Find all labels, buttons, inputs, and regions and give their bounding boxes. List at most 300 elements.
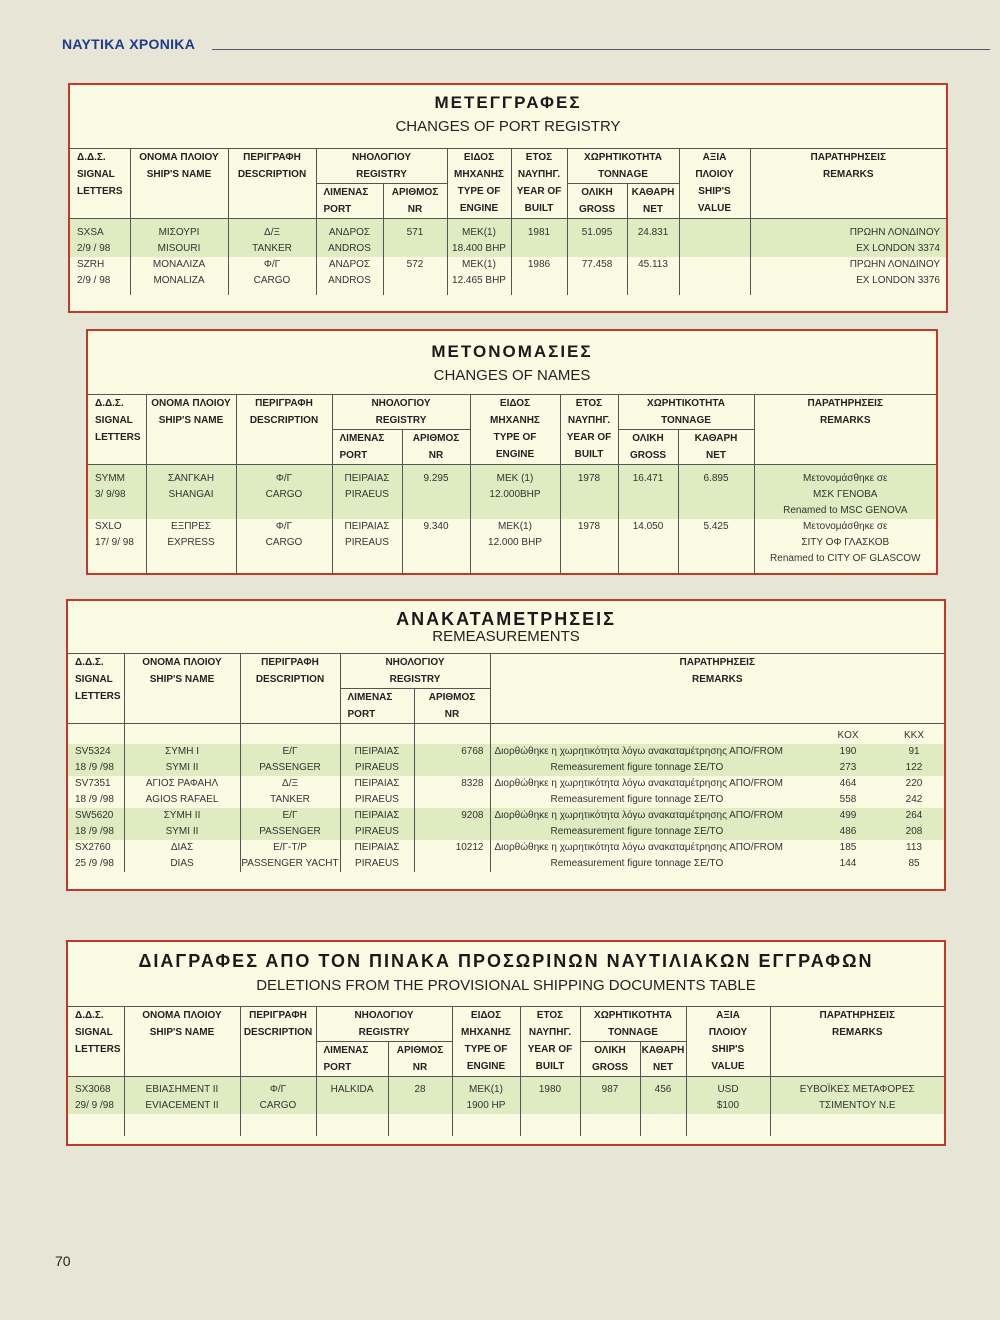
col-tonnage xyxy=(567,149,679,184)
table-cell: 51.095 xyxy=(567,219,627,258)
table-cell: 456 xyxy=(640,1077,686,1115)
cell-text-line: SV5324 xyxy=(75,746,111,757)
col-signal xyxy=(68,1007,124,1077)
cell-text-line: ΠΑΡΑΤΗΡΗΣΕΙΣ xyxy=(810,152,886,163)
table-cell xyxy=(490,840,812,872)
cell-text-line: ΠΕΙΡΑΙΑΣ xyxy=(354,778,400,789)
cell-text-line: 18 /9 /98 xyxy=(75,826,114,837)
cell-text-line: 486 xyxy=(839,826,857,837)
section-deletions xyxy=(66,940,946,1146)
names-table xyxy=(88,394,936,573)
table-cell xyxy=(130,219,228,258)
table-row xyxy=(88,465,936,520)
cell-text-line: 12.000BHP xyxy=(489,489,541,500)
col-gross xyxy=(580,1042,640,1077)
table-cell xyxy=(340,808,414,840)
table-cell xyxy=(88,519,146,573)
table-cell xyxy=(332,465,402,520)
table-cell xyxy=(640,1114,686,1136)
cell-text-line: ΣΑΝΓΚΑΗ xyxy=(167,473,215,484)
table-cell: 1980 xyxy=(520,1077,580,1115)
col-year xyxy=(560,395,618,465)
cell-text-line: Δ.Δ.Σ. xyxy=(75,657,104,668)
cell-text-line: ANDROS xyxy=(328,243,371,254)
col-port xyxy=(332,430,402,465)
table-cell xyxy=(68,840,124,872)
table-cell xyxy=(470,519,560,573)
cell-text-line: ΟΝΟΜΑ ΠΛΟΙΟΥ xyxy=(139,152,219,163)
cell-text-line: ΟΝΟΜΑ ΠΛΟΙΟΥ xyxy=(142,1010,222,1021)
cell-text-line: 185 xyxy=(839,842,857,853)
cell-text-line: ΠΕΙΡΑΙΑΣ xyxy=(354,842,400,853)
cell-text-line: ΜΙΣΟΥΡΙ xyxy=(158,227,200,238)
table-cell xyxy=(124,776,240,808)
cell-text-line: BUILT xyxy=(535,1061,565,1072)
cell-text-line: 91 xyxy=(908,746,920,757)
cell-text-line: ΝΗΟΛΟΓΙΟΥ xyxy=(371,398,431,409)
cell-text-line: ΠΕΙΡΑΙΑΣ xyxy=(354,810,400,821)
cell-text-line: REGISTRY xyxy=(356,169,407,180)
cell-text-line: 17/ 9/ 98 xyxy=(95,537,134,548)
col-year xyxy=(520,1007,580,1077)
cell-text-line: PORT xyxy=(347,709,376,720)
cell-text-line: 464 xyxy=(839,778,857,789)
table-cell: 1981 xyxy=(511,219,567,258)
col-value xyxy=(679,149,750,219)
cell-text-line: ENGINE xyxy=(459,203,499,214)
cell-text-line: Renamed to CITY OF GLASCOW xyxy=(770,553,921,564)
table-cell: 16.471 xyxy=(618,465,678,520)
table-cell xyxy=(70,257,130,295)
col-tonnage xyxy=(618,395,754,430)
cell-text-line: ΠΛΟΙΟΥ xyxy=(708,1027,748,1038)
table-cell xyxy=(452,1114,520,1136)
cell-text-line: GROSS xyxy=(629,450,667,461)
cell-text-line: ΚΑΘΑΡΗ xyxy=(631,187,675,198)
cell-text-line: ΠΕΙΡΑΙΑΣ xyxy=(354,746,400,757)
table-cell xyxy=(124,808,240,840)
cell-text-line: ΚΑΘΑΡΗ xyxy=(694,433,738,444)
cell-text-line: PORT xyxy=(339,450,368,461)
cell-text-line: 242 xyxy=(905,794,923,805)
cell-text-line: PIRAEUS xyxy=(355,794,399,805)
table-cell xyxy=(884,776,944,808)
col-port xyxy=(316,1042,388,1077)
col-engine xyxy=(447,149,511,219)
cell-text-line: SIGNAL xyxy=(75,1027,113,1038)
cell-text-line: DESCRIPTION xyxy=(243,1027,313,1038)
cell-text-line: SZRH xyxy=(77,259,105,270)
cell-text-line: ΜΗΧΑΝΗΣ xyxy=(490,415,540,426)
cell-text-line: MISOURI xyxy=(157,243,201,254)
cell-text-line: EX LONDON 3374 xyxy=(856,243,940,254)
col-value xyxy=(686,1007,770,1077)
cell-text-line: REGISTRY xyxy=(375,415,427,426)
cell-text-line: PORT xyxy=(323,1062,352,1073)
cell-text-line: SX3068 xyxy=(75,1084,111,1095)
col-registry xyxy=(316,149,447,184)
cell-text-line: Renamed to MSC GENOVA xyxy=(783,505,908,516)
cell-text-line: NR xyxy=(412,1062,428,1073)
table-cell: 9.295 xyxy=(402,465,470,520)
cell-text-line: 499 xyxy=(839,810,857,821)
cell-text-line: 18 /9 /98 xyxy=(75,762,114,773)
cell-text-line: ΟΛΙΚΗ xyxy=(594,1045,626,1056)
table-cell: 10212 xyxy=(414,840,490,872)
table-cell xyxy=(447,219,511,258)
cell-text-line: Διορθώθηκε η χωρητικότητα λόγω ανακαταμέτρησης ΑΠΟ/FROM xyxy=(494,842,784,853)
cell-text-line: VALUE xyxy=(697,203,732,214)
cell-text-line: 2/9 / 98 xyxy=(77,243,111,254)
table-cell: 77.458 xyxy=(567,257,627,295)
cell-text-line: LETTERS xyxy=(75,1044,121,1055)
cell-text-line: Δ/Ξ xyxy=(264,227,280,238)
cell-text-line: ΠΕΡΙΓΡΑΦΗ xyxy=(255,398,313,409)
cell-text-line: SYMI II xyxy=(165,826,199,837)
table-cell xyxy=(124,1077,240,1115)
cell-text-line: ΕΙΔΟΣ xyxy=(499,398,531,409)
col-desc xyxy=(228,149,316,219)
table-cell: 6.895 xyxy=(678,465,754,520)
cell-text-line: ΝΗΟΛΟΓΙΟΥ xyxy=(385,657,445,668)
section-remeasurements xyxy=(66,599,946,891)
cell-text-line: ΛΙΜΕΝΑΣ xyxy=(323,187,369,198)
cell-text-line: SHANGAI xyxy=(168,489,214,500)
kkx-label: KKX xyxy=(903,730,924,741)
cell-text-line: 18.400 BHP xyxy=(452,243,506,254)
cell-text-line: ΠΕΙΡΑΙΑΣ xyxy=(344,473,390,484)
cell-text-line: TONNAGE xyxy=(661,415,711,426)
cell-text-line: TANKER xyxy=(252,243,292,254)
table-cell xyxy=(146,465,236,520)
cell-text-line: ΟΛΙΚΗ xyxy=(632,433,664,444)
cell-text-line: ΝΑΥΠΗΓ. xyxy=(567,415,611,426)
section-subtitle: DELETIONS FROM THE PROVISIONAL SHIPPING DOCUMENTS TABLE xyxy=(256,977,756,994)
cell-text-line: SHIP'S NAME xyxy=(149,1027,215,1038)
cell-text-line: ENGINE xyxy=(495,449,535,460)
col-signal xyxy=(68,654,124,724)
section-title: ΜΕΤΟΝΟΜΑΣΙΕΣ xyxy=(431,342,593,361)
cell-text-line: Remeasurement figure tonnage ΣΕ/TO xyxy=(550,762,724,773)
table-cell: 28 xyxy=(388,1077,452,1115)
cell-text-line: ΠΕΡΙΓΡΑΦΗ xyxy=(261,657,319,668)
cell-text-line: ΟΝΟΜΑ ΠΛΟΙΟΥ xyxy=(151,398,231,409)
cell-text-line: REMARKS xyxy=(691,674,743,685)
cell-text-line: 220 xyxy=(905,778,923,789)
table-cell xyxy=(414,724,490,745)
table-cell xyxy=(340,840,414,872)
cell-text-line: REGISTRY xyxy=(389,674,441,685)
table-cell xyxy=(240,1077,316,1115)
cell-text-line: ΛΙΜΕΝΑΣ xyxy=(347,692,393,703)
cell-text-line: EX LONDON 3376 xyxy=(856,275,940,286)
col-registry xyxy=(316,1007,452,1042)
cell-text-line: NET xyxy=(706,450,726,461)
cell-text-line: ΑΡΙΘΜΟΣ xyxy=(391,187,439,198)
table-cell xyxy=(340,724,414,745)
table-cell xyxy=(316,219,383,258)
cell-text-line: REMARKS xyxy=(831,1027,883,1038)
table-cell xyxy=(316,1114,388,1136)
cell-text-line: ΔΙΑΣ xyxy=(170,842,194,853)
section-port-registry xyxy=(68,83,948,313)
table-cell xyxy=(750,257,946,295)
cell-text-line: ΕΤΟΣ xyxy=(536,1010,564,1021)
col-net xyxy=(640,1042,686,1077)
cell-text-line: SHIP'S NAME xyxy=(146,169,212,180)
table-cell xyxy=(679,219,750,258)
table-cell xyxy=(452,1077,520,1115)
cell-text-line: 29/ 9 /98 xyxy=(75,1100,114,1111)
table-cell xyxy=(750,219,946,258)
cell-text-line: ΧΩΡΗΤΙΚΟΤΗΤΑ xyxy=(594,1010,672,1021)
section-subtitle: CHANGES OF NAMES xyxy=(433,367,591,384)
table-cell: 9.340 xyxy=(402,519,470,573)
cell-text-line: NR xyxy=(428,450,444,461)
cell-text-line: SIGNAL xyxy=(75,674,113,685)
cell-text-line: SHIP'S NAME xyxy=(158,415,224,426)
cell-text-line: Μετονομάσθηκε σε xyxy=(803,473,888,484)
cell-text-line: CARGO xyxy=(265,537,303,548)
table-row xyxy=(68,808,944,840)
table-cell xyxy=(884,840,944,872)
cell-text-line: CARGO xyxy=(253,275,291,286)
table-cell xyxy=(812,776,884,808)
cell-text-line: GROSS xyxy=(578,204,616,215)
table-cell xyxy=(240,808,340,840)
table-cell xyxy=(88,465,146,520)
cell-text-line: Remeasurement figure tonnage ΣΕ/TO xyxy=(550,826,724,837)
cell-text-line: ΠΛΟΙΟΥ xyxy=(695,169,734,180)
table-cell xyxy=(812,744,884,776)
col-signal xyxy=(70,149,130,219)
table-cell xyxy=(447,257,511,295)
cell-text-line: YEAR OF xyxy=(527,1044,573,1055)
cell-text-line: ΑΡΙΘΜΟΣ xyxy=(396,1045,444,1056)
cell-text-line: Remeasurement figure tonnage ΣΕ/TO xyxy=(550,794,724,805)
cell-text-line: VALUE xyxy=(711,1061,745,1072)
table-cell: 1978 xyxy=(560,519,618,573)
table-cell xyxy=(754,519,936,573)
cell-text-line: DESCRIPTION xyxy=(237,169,307,180)
cell-text-line: Ε/Γ xyxy=(282,810,298,821)
cell-text-line: BUILT xyxy=(524,203,554,214)
cell-text-line: ΠΑΡΑΤΗΡΗΣΕΙΣ xyxy=(679,657,755,668)
cell-text-line: SX2760 xyxy=(75,842,111,853)
cell-text-line: 273 xyxy=(839,762,857,773)
col-engine xyxy=(452,1007,520,1077)
cell-text-line: ANDROS xyxy=(328,275,371,286)
cell-text-line: ΟΝΟΜΑ ΠΛΟΙΟΥ xyxy=(142,657,222,668)
cell-text-line: ΜΕΚ(1) xyxy=(462,259,496,270)
table-cell xyxy=(884,808,944,840)
col-nr xyxy=(414,689,490,724)
cell-text-line: DIAS xyxy=(170,858,194,869)
col-net xyxy=(678,430,754,465)
cell-text-line: ΝΗΟΛΟΓΙΟΥ xyxy=(351,152,412,163)
cell-text-line: ΠΑΡΑΤΗΡΗΣΕΙΣ xyxy=(807,398,883,409)
table-cell: 571 xyxy=(383,219,447,258)
table-row xyxy=(88,519,936,573)
cell-text-line: Δ/Ξ xyxy=(282,778,298,789)
cell-text-line: ΕΞΠΡΕΣ xyxy=(171,521,211,532)
cell-text-line: ΕΤΟΣ xyxy=(575,398,603,409)
cell-text-line: ΣΙΤΥ ΟΦ ΓΛΑΣΚΟΒ xyxy=(801,537,890,548)
cell-text-line: ΣΥΜΗ ΙΙ xyxy=(163,810,201,821)
col-gross xyxy=(567,184,627,219)
table-cell xyxy=(316,257,383,295)
cell-text-line: ΠΑΡΑΤΗΡΗΣΕΙΣ xyxy=(819,1010,895,1021)
cell-text-line: ΑΡΙΘΜΟΣ xyxy=(412,433,460,444)
cell-text-line: SV7351 xyxy=(75,778,111,789)
table-row xyxy=(68,840,944,872)
cell-text-line: NR xyxy=(407,204,423,215)
cell-text-line: REMARKS xyxy=(819,415,871,426)
col-port xyxy=(316,184,383,219)
cell-text-line: 18 /9 /98 xyxy=(75,794,114,805)
cell-text-line: 144 xyxy=(839,858,857,869)
cell-text-line: Ε/Γ xyxy=(282,746,298,757)
cell-text-line: Ε/Γ-Τ/Ρ xyxy=(273,842,307,853)
cell-text-line: ΝΑΥΠΗΓ. xyxy=(528,1027,572,1038)
table-cell xyxy=(68,744,124,776)
cell-text-line: TONNAGE xyxy=(608,1027,658,1038)
table-row xyxy=(68,744,944,776)
cell-text-line: SIGNAL xyxy=(95,415,133,426)
cell-text-line: ΕΙΔΟΣ xyxy=(470,1010,502,1021)
cell-text-line: ΕΙΔΟΣ xyxy=(463,152,495,163)
table-cell: HALKIDA xyxy=(316,1077,388,1115)
table-cell xyxy=(236,465,332,520)
cell-text-line: PIRAEUS xyxy=(355,762,399,773)
table-cell: 45.113 xyxy=(627,257,679,295)
cell-text-line: ΑΝΔΡΟΣ xyxy=(328,259,371,270)
cell-text-line: EVIACEMENT II xyxy=(145,1100,219,1111)
table-cell xyxy=(332,519,402,573)
table-cell xyxy=(490,776,812,808)
table-cell: 14.050 xyxy=(618,519,678,573)
cell-text-line: NR xyxy=(444,709,460,720)
table-cell: 1986 xyxy=(511,257,567,295)
col-name xyxy=(124,1007,240,1077)
section-title: ΑΝΑΚΑΤΑΜΕΤΡΗΣΕΙΣ xyxy=(396,609,616,629)
cell-text-line: ΠΕΡΙΓΡΑΦΗ xyxy=(249,1010,307,1021)
table-row xyxy=(68,1077,944,1115)
cell-text-line: CARGO xyxy=(259,1100,297,1111)
col-name xyxy=(124,654,240,724)
cell-text-line: ΟΛΙΚΗ xyxy=(581,187,613,198)
cell-text-line: ΜΗΧΑΝΗΣ xyxy=(454,169,504,180)
col-registry xyxy=(332,395,470,430)
cell-text-line: 12.465 BHP xyxy=(452,275,506,286)
cell-text-line: ΜΟΝΑΛΙΖΑ xyxy=(152,259,206,270)
cell-text-line: ΠΡΩΗΝ ΛΟΝΔΙΝΟΥ xyxy=(849,227,940,238)
col-name xyxy=(130,149,228,219)
cell-text-line: ΛΙΜΕΝΑΣ xyxy=(323,1045,369,1056)
cell-text-line: PIRAEUS xyxy=(345,489,389,500)
cell-text-line: Διορθώθηκε η χωρητικότητα λόγω ανακαταμέτρησης ΑΠΟ/FROM xyxy=(494,810,784,821)
spacer-row xyxy=(68,1114,944,1136)
table-cell xyxy=(240,1114,316,1136)
cell-text-line: PASSENGER xyxy=(259,826,321,837)
col-port xyxy=(340,689,414,724)
cell-text-line: ΑΞΙΑ xyxy=(702,152,727,163)
cell-text-line: SXSA xyxy=(77,227,104,238)
table-cell xyxy=(340,744,414,776)
col-remarks xyxy=(750,149,946,219)
table-cell xyxy=(490,724,812,745)
cell-text-line: ΧΩΡΗΤΙΚΟΤΗΤΑ xyxy=(647,398,725,409)
table-cell xyxy=(124,840,240,872)
cell-text-line: Φ/Γ xyxy=(269,1084,287,1095)
table-cell xyxy=(68,1077,124,1115)
port-registry-table xyxy=(70,148,946,295)
cell-text-line: 558 xyxy=(839,794,857,805)
col-remarks xyxy=(770,1007,944,1077)
col-gross xyxy=(618,430,678,465)
cell-text-line: YEAR OF xyxy=(566,432,612,443)
cell-text-line: SW5620 xyxy=(75,810,114,821)
table-cell xyxy=(68,724,124,745)
cell-text-line: TYPE OF xyxy=(457,186,501,197)
table-cell xyxy=(240,776,340,808)
cell-text-line: Μετονομάσθηκε σε xyxy=(803,521,888,532)
col-desc xyxy=(240,1007,316,1077)
table-cell xyxy=(340,776,414,808)
cell-text-line: PIREAUS xyxy=(345,537,389,548)
cell-text-line: PIRAEUS xyxy=(355,858,399,869)
table-cell xyxy=(770,1114,944,1136)
cell-text-line: ΤΣΙΜΕΝΤΟΥ Ν.Ε xyxy=(818,1100,896,1111)
table-cell: 1978 xyxy=(560,465,618,520)
remeasurements-table xyxy=(68,653,944,872)
section-subtitle: CHANGES OF PORT REGISTRY xyxy=(395,118,621,135)
cell-text-line: TYPE OF xyxy=(464,1044,508,1055)
table-row xyxy=(70,219,946,258)
cell-text-line: Φ/Γ xyxy=(275,473,293,484)
cell-text-line: 264 xyxy=(905,810,923,821)
cell-text-line: ΠΕΙΡΑΙΑΣ xyxy=(344,521,390,532)
col-net xyxy=(627,184,679,219)
cell-text-line: ΑΡΙΘΜΟΣ xyxy=(428,692,476,703)
table-cell xyxy=(228,219,316,258)
section-title: ΔΙΑΓΡΑΦΕΣ ΑΠΟ ΤΟΝ ΠΙΝΑΚΑ ΠΡΟΣΩΡΙΝΩΝ ΝΑΥΤΙΛΙΑΚΩΝ ΕΓΓΡΑΦΩΝ xyxy=(138,951,874,971)
cell-text-line: ENGINE xyxy=(466,1061,506,1072)
cell-text-line: Remeasurement figure tonnage ΣΕ/TO xyxy=(550,858,724,869)
cell-text-line: DESCRIPTION xyxy=(255,674,325,685)
col-remarks xyxy=(754,395,936,465)
cell-text-line: NET xyxy=(653,1062,673,1073)
cell-text-line: 85 xyxy=(908,858,920,869)
cell-text-line: ΜΣΚ ΓΕΝΟΒΑ xyxy=(813,489,878,500)
cell-text-line: TANKER xyxy=(270,794,310,805)
cell-text-line: SHIP'S xyxy=(698,186,731,197)
cell-text-line: ΧΩΡΗΤΙΚΟΤΗΤΑ xyxy=(584,152,662,163)
cell-text-line: Φ/Γ xyxy=(275,521,293,532)
table-cell xyxy=(490,808,812,840)
table-cell xyxy=(686,1077,770,1115)
table-row xyxy=(70,257,946,295)
col-name xyxy=(146,395,236,465)
cell-text-line: ΝΗΟΛΟΓΙΟΥ xyxy=(354,1010,414,1021)
cell-text-line: CARGO xyxy=(265,489,303,500)
cell-text-line: Δ.Δ.Σ. xyxy=(77,152,106,163)
cell-text-line: ΑΝΔΡΟΣ xyxy=(328,227,371,238)
cell-text-line: Διορθώθηκε η χωρητικότητα λόγω ανακαταμέτρησης ΑΠΟ/FROM xyxy=(494,746,784,757)
header-rule xyxy=(212,49,990,50)
cell-text-line: PIRAEUS xyxy=(355,826,399,837)
cell-text-line: 208 xyxy=(905,826,923,837)
